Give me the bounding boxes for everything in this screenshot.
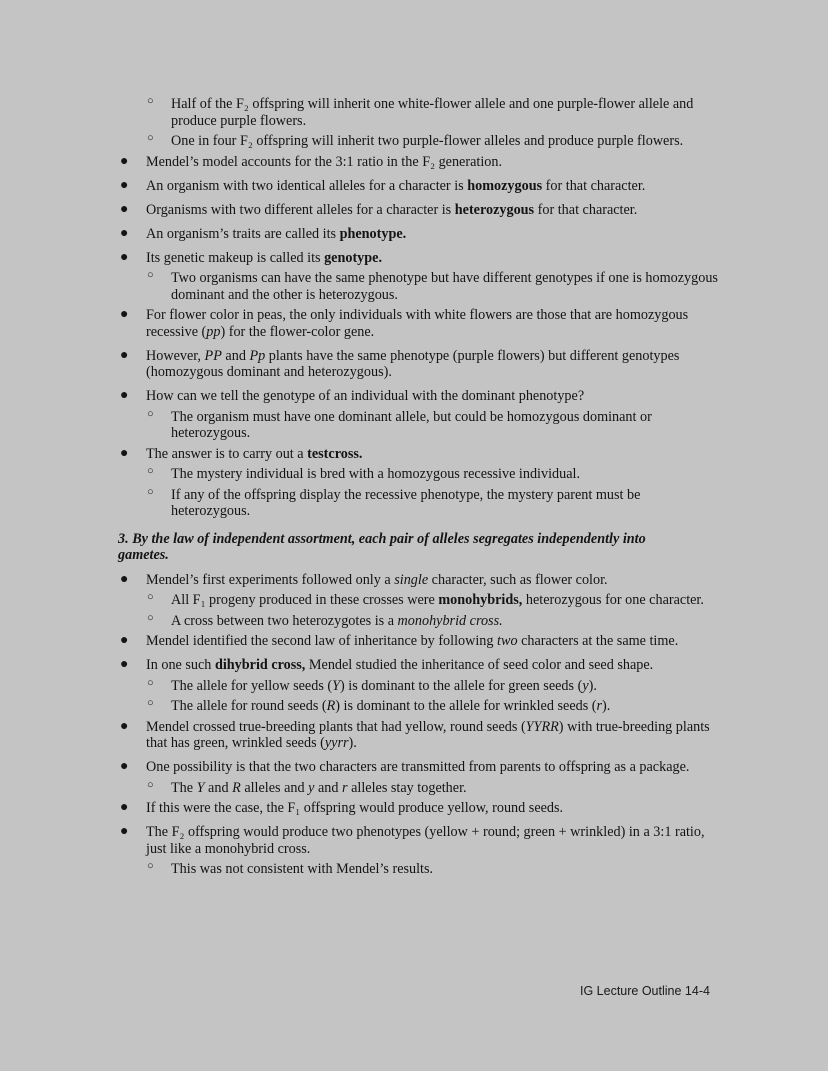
sub-bullet-item: ○ A cross between two heterozygotes is a monohybrid cross. [147,611,503,629]
disc-bullet-icon: ● [120,388,129,403]
circle-bullet-icon: ○ [147,465,154,477]
disc-bullet-icon: ● [120,759,129,774]
disc-bullet-icon: ● [120,633,129,648]
bullet-item: ● An organism’s traits are called its phenotype. [120,225,407,242]
circle-bullet-icon: ○ [147,860,154,872]
bullet-item: ● If this were the case, the F₁ offspring would produce yellow, round seeds. [120,800,564,816]
disc-bullet-icon: ● [120,718,129,734]
bullet-item: ● In one such dihybrid cross, Mendel studied the inheritance of seed color and seed shape. [120,657,654,673]
bullet-item: ● How can we tell the genotype of an individual with the dominant phenotype? [120,388,585,404]
bullet-item: ● One possibility is that the two characters are transmitted from parents to offspring as a package. [120,759,690,775]
sub-bullet-item: ○ The allele for yellow seeds (Y) is dominant to the allele for green seeds (y). [147,676,597,694]
circle-bullet-icon: ○ [147,591,154,603]
bullet-item: ● Mendel’s model accounts for the 3:1 ratio in the F₂ generation. [120,153,502,170]
bullet-item: ● The F₂ offspring would produce two phenotypes (yellow + round; green + wrinkled) in a 3:1 ratio, just like a monohybrid cross. [120,824,705,857]
disc-bullet-icon: ● [120,153,129,169]
sub-bullet-item: ○ The organism must have one dominant allele, but could be homozygous dominant or heterozygous. [147,407,652,441]
disc-bullet-icon: ● [120,249,129,265]
disc-bullet-icon: ● [120,657,129,672]
bullet-item: ● Mendel crossed true-breeding plants that had yellow, round seeds (YYRR) with true-breeding plants that has green, wrinkled seeds (yyrr). [120,718,710,751]
disc-bullet-icon: ● [120,225,129,241]
sub-bullet-item: ○ All F₁ progeny produced in these crosses were monohybrids, heterozygous for one character. [147,591,704,608]
section-heading: 3. By the law of independent assortment, each pair of alleles segregates independently into gametes. [118,530,646,563]
disc-bullet-icon: ● [120,824,129,839]
circle-bullet-icon: ○ [147,778,154,791]
disc-bullet-icon: ● [120,177,129,193]
sub-bullet-item: ○ The Y and R alleles and y and r alleles stay together. [147,778,467,796]
circle-bullet-icon: ○ [147,611,154,624]
disc-bullet-icon: ● [120,347,129,363]
outline-content [118,96,718,882]
bullet-item: ● Mendel identified the second law of inheritance by following two characters at the same time. [120,633,679,649]
bullet-item: ● However, PP and Pp plants have the same phenotype (purple flowers) but different genotypes (homozygous dominant and heterozygous). [120,347,680,380]
bullet-item: ● For flower color in peas, the only individuals with white flowers are those that are homozygous recessive (pp) for the flower-color gene. [120,307,689,340]
circle-bullet-icon: ○ [147,269,154,281]
disc-bullet-icon: ● [120,307,129,322]
bullet-item: ● Organisms with two different alleles for a character is heterozygous for that character. [120,201,638,218]
bullet-item: ● Mendel’s first experiments followed only a single character, such as flower color. [120,571,608,588]
circle-bullet-icon: ○ [147,132,154,144]
page-footer: IG Lecture Outline 14-4 [580,984,710,998]
bullet-item: ● An organism with two identical alleles for a character is homozygous for that character. [120,177,646,194]
sub-bullet-item: ○ Two organisms can have the same phenotype but have different genotypes if one is homozygous dominant and the other is heterozygous. [147,269,718,303]
disc-bullet-icon: ● [120,571,129,587]
circle-bullet-icon: ○ [147,407,154,420]
circle-bullet-icon: ○ [147,95,154,107]
circle-bullet-icon: ○ [147,676,154,689]
circle-bullet-icon: ○ [147,485,154,498]
disc-bullet-icon: ● [120,445,129,461]
sub-bullet-item: ○ This was not consistent with Mendel’s results. [147,860,434,877]
sub-bullet-item: ○ The allele for round seeds (R) is dominant to the allele for wrinkled seeds (r). [147,697,611,714]
sub-bullet-item: ○ If any of the offspring display the recessive phenotype, the mystery parent must be heterozygous. [147,485,641,519]
disc-bullet-icon: ● [120,201,129,217]
sub-bullet-item: ○ The mystery individual is bred with a homozygous recessive individual. [147,465,580,482]
bullet-item: ● Its genetic makeup is called its genotype. [120,249,383,266]
sub-bullet-item: ○ One in four F₂ offspring will inherit two purple-flower alleles and produce purple flowers. [147,132,684,149]
disc-bullet-icon: ● [120,800,129,815]
bullet-item: ● The answer is to carry out a testcross. [120,445,363,462]
circle-bullet-icon: ○ [147,697,154,709]
sub-bullet-item: ○ Half of the F₂ offspring will inherit one white-flower allele and one purple-flower allele and produce purple flowers. [147,95,694,129]
